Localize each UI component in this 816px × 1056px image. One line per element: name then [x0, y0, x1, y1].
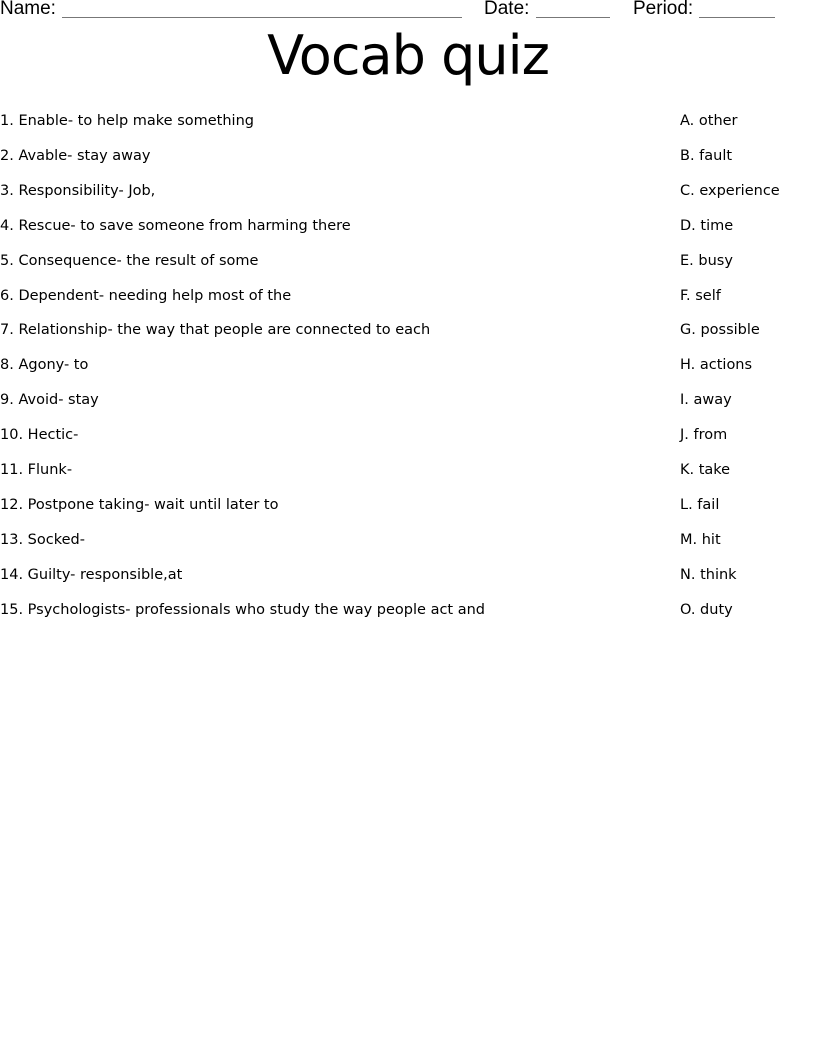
question-item: 9. Avoid- stay [0, 392, 99, 409]
question-item: 15. Psychologists- professionals who study the way people act and [0, 601, 485, 618]
page-title: Vocab quiz [267, 24, 549, 87]
answer-option: M. hit [680, 531, 721, 548]
name-label: Name: [0, 0, 56, 19]
question-item: 6. Dependent- needing help most of the [0, 287, 292, 304]
question-item: 12. Postpone taking- wait until later to [0, 496, 279, 513]
answer-option: A. other [680, 113, 738, 129]
name-field[interactable] [62, 17, 462, 18]
question-item: 10. Hectic- [0, 427, 79, 444]
answer-option: B. fault [680, 147, 733, 164]
answer-option: K. take [680, 462, 731, 478]
answer-option: O. duty [680, 601, 733, 618]
question-item: 13. Socked- [0, 531, 85, 548]
date-label: Date: [484, 0, 530, 19]
answer-option: C. experience [680, 182, 780, 199]
answer-option: I. away [680, 392, 732, 409]
question-item: 3. Responsibility- Job, [0, 182, 156, 199]
answer-option: D. time [680, 217, 734, 234]
answer-option: F. self [680, 287, 721, 304]
answer-option: L. fail [680, 496, 720, 513]
question-item: 14. Guilty- responsible,at [0, 566, 183, 583]
period-field[interactable] [699, 17, 775, 18]
period-label: Period: [633, 0, 694, 19]
date-field[interactable] [536, 17, 610, 18]
answer-option: H. actions [680, 357, 753, 374]
question-item: 1. Enable- to help make something [0, 113, 254, 129]
question-item: 8. Agony- to [0, 357, 89, 374]
question-item: 7. Relationship- the way that people are connected to each [0, 322, 431, 339]
question-item: 4. Rescue- to save someone from harming there [0, 217, 351, 234]
question-item: 2. Avable- stay away [0, 147, 151, 164]
answer-option: E. busy [680, 252, 733, 269]
question-item: 5. Consequence- the result of some [0, 252, 259, 269]
answer-option: G. possible [680, 322, 760, 339]
answer-option: J. from [680, 427, 728, 444]
question-item: 11. Flunk- [0, 462, 73, 478]
answer-option: N. think [680, 566, 737, 583]
